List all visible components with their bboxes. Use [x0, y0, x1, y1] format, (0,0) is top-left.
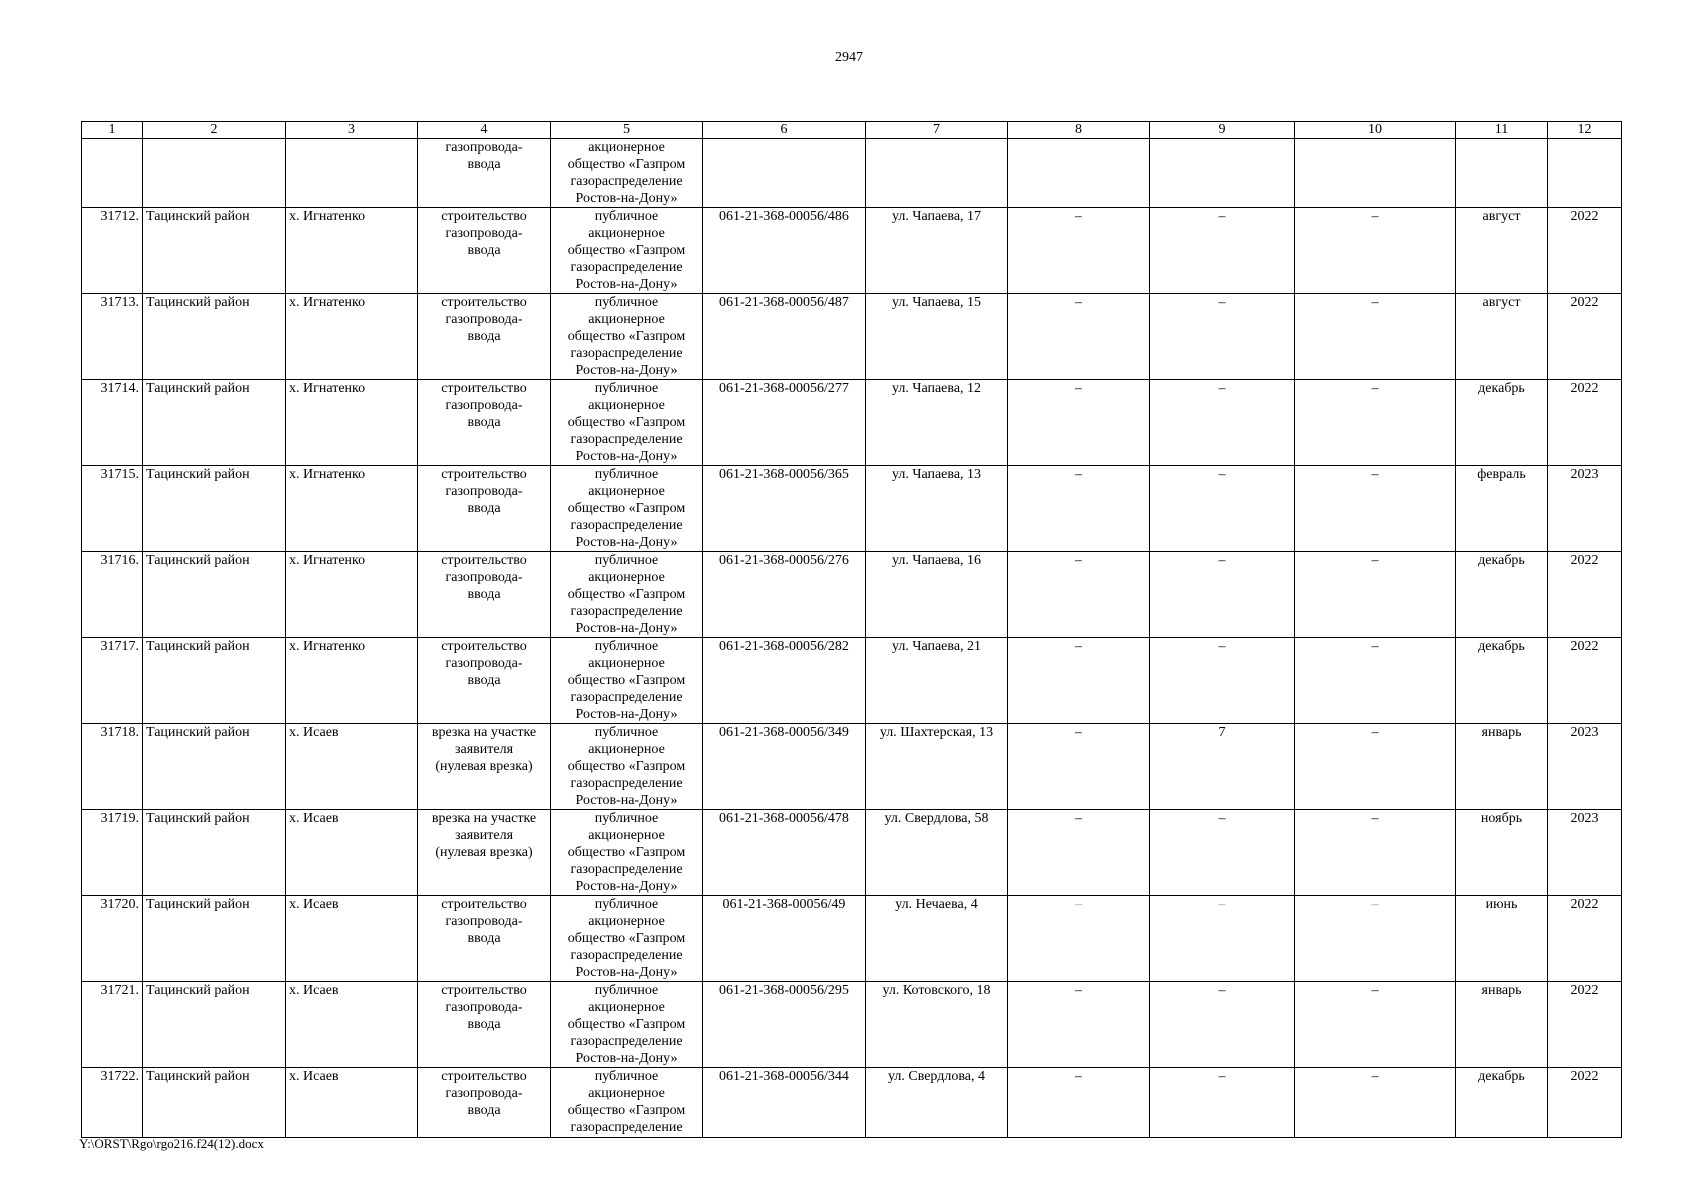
- settlement-cell: х. Исаев: [286, 724, 418, 810]
- column-8-cell: –: [1008, 896, 1150, 982]
- month-cell: август: [1456, 208, 1548, 294]
- column-number: 2: [143, 122, 286, 139]
- column-8-cell: –: [1008, 638, 1150, 724]
- column-8-cell: –: [1008, 208, 1150, 294]
- column-9-cell: –: [1150, 810, 1295, 896]
- work-type-cell: строительство газопровода- ввода: [418, 208, 551, 294]
- column-9-cell: –: [1150, 1068, 1295, 1138]
- month-cell: декабрь: [1456, 380, 1548, 466]
- column-9-cell: –: [1150, 294, 1295, 380]
- work-type-cell: врезка на участке заявителя (нулевая врезка): [418, 810, 551, 896]
- row-number-cell: 31719.: [82, 810, 143, 896]
- settlement-cell: х. Игнатенко: [286, 208, 418, 294]
- district-cell: Тацинский район: [143, 1068, 286, 1138]
- column-9-cell: –: [1150, 466, 1295, 552]
- continued-row: [82, 139, 1622, 208]
- application-code-cell: 061-21-368-00056/49: [703, 896, 866, 982]
- empty-cell: [286, 139, 418, 208]
- column-9-cell: 7: [1150, 724, 1295, 810]
- column-number: 7: [866, 122, 1008, 139]
- organization-cell: акционерное общество «Газпром газораспределение Ростов-на-Дону»: [551, 139, 703, 208]
- column-8-cell: –: [1008, 552, 1150, 638]
- column-8-cell: –: [1008, 982, 1150, 1068]
- table-row: [82, 466, 1622, 552]
- application-code-cell: 061-21-368-00056/277: [703, 380, 866, 466]
- column-number: 11: [1456, 122, 1548, 139]
- year-cell: 2022: [1548, 896, 1622, 982]
- column-10-cell: –: [1295, 380, 1456, 466]
- address-cell: ул. Свердлова, 58: [866, 810, 1008, 896]
- column-9-cell: –: [1150, 208, 1295, 294]
- settlement-cell: х. Исаев: [286, 896, 418, 982]
- row-number-cell: 31720.: [82, 896, 143, 982]
- district-cell: Тацинский район: [143, 294, 286, 380]
- work-type-cell: врезка на участке заявителя (нулевая врезка): [418, 724, 551, 810]
- application-code-cell: 061-21-368-00056/282: [703, 638, 866, 724]
- table-row: [82, 896, 1622, 982]
- table-row: [82, 638, 1622, 724]
- table-row: [82, 982, 1622, 1068]
- column-8-cell: –: [1008, 380, 1150, 466]
- address-cell: ул. Нечаева, 4: [866, 896, 1008, 982]
- address-cell: ул. Свердлова, 4: [866, 1068, 1008, 1138]
- table-row: [82, 724, 1622, 810]
- work-type-cell: строительство газопровода- ввода: [418, 1068, 551, 1138]
- organization-cell: публичное акционерное общество «Газпром газораспределение Ростов-на-Дону»: [551, 810, 703, 896]
- column-9-cell: –: [1150, 638, 1295, 724]
- address-cell: ул. Чапаева, 12: [866, 380, 1008, 466]
- column-number: 3: [286, 122, 418, 139]
- application-code-cell: 061-21-368-00056/349: [703, 724, 866, 810]
- empty-cell: [1150, 139, 1295, 208]
- month-cell: июнь: [1456, 896, 1548, 982]
- column-10-cell: –: [1295, 294, 1456, 380]
- month-cell: январь: [1456, 724, 1548, 810]
- column-number-row: [82, 122, 1622, 139]
- settlement-cell: х. Игнатенко: [286, 466, 418, 552]
- empty-cell: [1456, 139, 1548, 208]
- organization-cell: публичное акционерное общество «Газпром газораспределение Ростов-на-Дону»: [551, 982, 703, 1068]
- work-type-cell: строительство газопровода- ввода: [418, 896, 551, 982]
- table-row: [82, 294, 1622, 380]
- application-code-cell: 061-21-368-00056/295: [703, 982, 866, 1068]
- district-cell: Тацинский район: [143, 380, 286, 466]
- application-code-cell: 061-21-368-00056/487: [703, 294, 866, 380]
- column-number: 10: [1295, 122, 1456, 139]
- year-cell: 2023: [1548, 466, 1622, 552]
- district-cell: Тацинский район: [143, 810, 286, 896]
- column-9-cell: –: [1150, 982, 1295, 1068]
- column-number: 1: [82, 122, 143, 139]
- table-row: [82, 1068, 1622, 1138]
- work-type-cell: строительство газопровода- ввода: [418, 638, 551, 724]
- row-number-cell: 31714.: [82, 380, 143, 466]
- column-8-cell: –: [1008, 724, 1150, 810]
- work-type-cell: газопровода- ввода: [418, 139, 551, 208]
- district-cell: Тацинский район: [143, 896, 286, 982]
- year-cell: 2022: [1548, 208, 1622, 294]
- settlement-cell: х. Исаев: [286, 1068, 418, 1138]
- column-number: 9: [1150, 122, 1295, 139]
- column-9-cell: –: [1150, 552, 1295, 638]
- year-cell: 2023: [1548, 724, 1622, 810]
- empty-cell: [866, 139, 1008, 208]
- row-number-cell: 31721.: [82, 982, 143, 1068]
- column-10-cell: –: [1295, 810, 1456, 896]
- work-type-cell: строительство газопровода- ввода: [418, 380, 551, 466]
- empty-cell: [1548, 139, 1622, 208]
- district-cell: Тацинский район: [143, 638, 286, 724]
- organization-cell: публичное акционерное общество «Газпром газораспределение Ростов-на-Дону»: [551, 466, 703, 552]
- month-cell: декабрь: [1456, 1068, 1548, 1138]
- row-number-cell: 31718.: [82, 724, 143, 810]
- organization-cell: публичное акционерное общество «Газпром газораспределение Ростов-на-Дону»: [551, 294, 703, 380]
- year-cell: 2023: [1548, 810, 1622, 896]
- address-cell: ул. Чапаева, 15: [866, 294, 1008, 380]
- organization-cell: публичное акционерное общество «Газпром газораспределение Ростов-на-Дону»: [551, 208, 703, 294]
- table-row: [82, 208, 1622, 294]
- column-9-cell: –: [1150, 896, 1295, 982]
- settlement-cell: х. Игнатенко: [286, 638, 418, 724]
- table-row: [82, 552, 1622, 638]
- column-8-cell: –: [1008, 810, 1150, 896]
- settlement-cell: х. Игнатенко: [286, 380, 418, 466]
- row-number-cell: 31715.: [82, 466, 143, 552]
- work-type-cell: строительство газопровода- ввода: [418, 294, 551, 380]
- page-number: 2947: [835, 50, 863, 65]
- month-cell: ноябрь: [1456, 810, 1548, 896]
- column-10-cell: –: [1295, 208, 1456, 294]
- month-cell: февраль: [1456, 466, 1548, 552]
- work-type-cell: строительство газопровода- ввода: [418, 552, 551, 638]
- column-10-cell: –: [1295, 552, 1456, 638]
- organization-cell: публичное акционерное общество «Газпром газораспределение Ростов-на-Дону»: [551, 380, 703, 466]
- column-10-cell: –: [1295, 982, 1456, 1068]
- organization-cell: публичное акционерное общество «Газпром газораспределение Ростов-на-Дону»: [551, 896, 703, 982]
- application-code-cell: 061-21-368-00056/276: [703, 552, 866, 638]
- application-code-cell: 061-21-368-00056/344: [703, 1068, 866, 1138]
- month-cell: август: [1456, 294, 1548, 380]
- address-cell: ул. Чапаева, 13: [866, 466, 1008, 552]
- year-cell: 2022: [1548, 638, 1622, 724]
- settlement-cell: х. Исаев: [286, 810, 418, 896]
- application-code-cell: 061-21-368-00056/365: [703, 466, 866, 552]
- column-10-cell: –: [1295, 1068, 1456, 1138]
- column-8-cell: –: [1008, 1068, 1150, 1138]
- empty-cell: [82, 139, 143, 208]
- address-cell: ул. Чапаева, 17: [866, 208, 1008, 294]
- application-code-cell: 061-21-368-00056/478: [703, 810, 866, 896]
- year-cell: 2022: [1548, 380, 1622, 466]
- organization-cell: публичное акционерное общество «Газпром газораспределение Ростов-на-Дону»: [551, 638, 703, 724]
- month-cell: декабрь: [1456, 552, 1548, 638]
- year-cell: 2022: [1548, 1068, 1622, 1138]
- application-code-cell: 061-21-368-00056/486: [703, 208, 866, 294]
- column-10-cell: –: [1295, 638, 1456, 724]
- table-row: [82, 810, 1622, 896]
- column-number: 12: [1548, 122, 1622, 139]
- row-number-cell: 31722.: [82, 1068, 143, 1138]
- district-cell: Тацинский район: [143, 208, 286, 294]
- organization-cell: публичное акционерное общество «Газпром газораспределение Ростов-на-Дону»: [551, 552, 703, 638]
- address-cell: ул. Чапаева, 21: [866, 638, 1008, 724]
- row-number-cell: 31712.: [82, 208, 143, 294]
- address-cell: ул. Котовского, 18: [866, 982, 1008, 1068]
- year-cell: 2022: [1548, 294, 1622, 380]
- column-8-cell: –: [1008, 294, 1150, 380]
- district-cell: Тацинский район: [143, 466, 286, 552]
- settlement-cell: х. Игнатенко: [286, 552, 418, 638]
- gas-connection-registry-table: [81, 121, 1622, 1138]
- organization-cell: публичное акционерное общество «Газпром газораспределение Ростов-на-Дону»: [551, 724, 703, 810]
- empty-cell: [1008, 139, 1150, 208]
- footer-file-path: Y:\ORST\Rgo\rgo216.f24(12).docx: [79, 1136, 264, 1151]
- district-cell: Тацинский район: [143, 724, 286, 810]
- column-number: 6: [703, 122, 866, 139]
- table-row: [82, 380, 1622, 466]
- column-number: 8: [1008, 122, 1150, 139]
- address-cell: ул. Чапаева, 16: [866, 552, 1008, 638]
- work-type-cell: строительство газопровода- ввода: [418, 982, 551, 1068]
- column-10-cell: –: [1295, 724, 1456, 810]
- month-cell: январь: [1456, 982, 1548, 1068]
- empty-cell: [703, 139, 866, 208]
- column-number: 5: [551, 122, 703, 139]
- column-10-cell: –: [1295, 466, 1456, 552]
- work-type-cell: строительство газопровода- ввода: [418, 466, 551, 552]
- column-10-cell: –: [1295, 896, 1456, 982]
- district-cell: Тацинский район: [143, 982, 286, 1068]
- column-8-cell: –: [1008, 466, 1150, 552]
- address-cell: ул. Шахтерская, 13: [866, 724, 1008, 810]
- empty-cell: [1295, 139, 1456, 208]
- row-number-cell: 31716.: [82, 552, 143, 638]
- organization-cell: публичное акционерное общество «Газпром газораспределение: [551, 1068, 703, 1138]
- month-cell: декабрь: [1456, 638, 1548, 724]
- row-number-cell: 31713.: [82, 294, 143, 380]
- empty-cell: [143, 139, 286, 208]
- row-number-cell: 31717.: [82, 638, 143, 724]
- district-cell: Тацинский район: [143, 552, 286, 638]
- settlement-cell: х. Игнатенко: [286, 294, 418, 380]
- settlement-cell: х. Исаев: [286, 982, 418, 1068]
- column-number: 4: [418, 122, 551, 139]
- year-cell: 2022: [1548, 982, 1622, 1068]
- year-cell: 2022: [1548, 552, 1622, 638]
- column-9-cell: –: [1150, 380, 1295, 466]
